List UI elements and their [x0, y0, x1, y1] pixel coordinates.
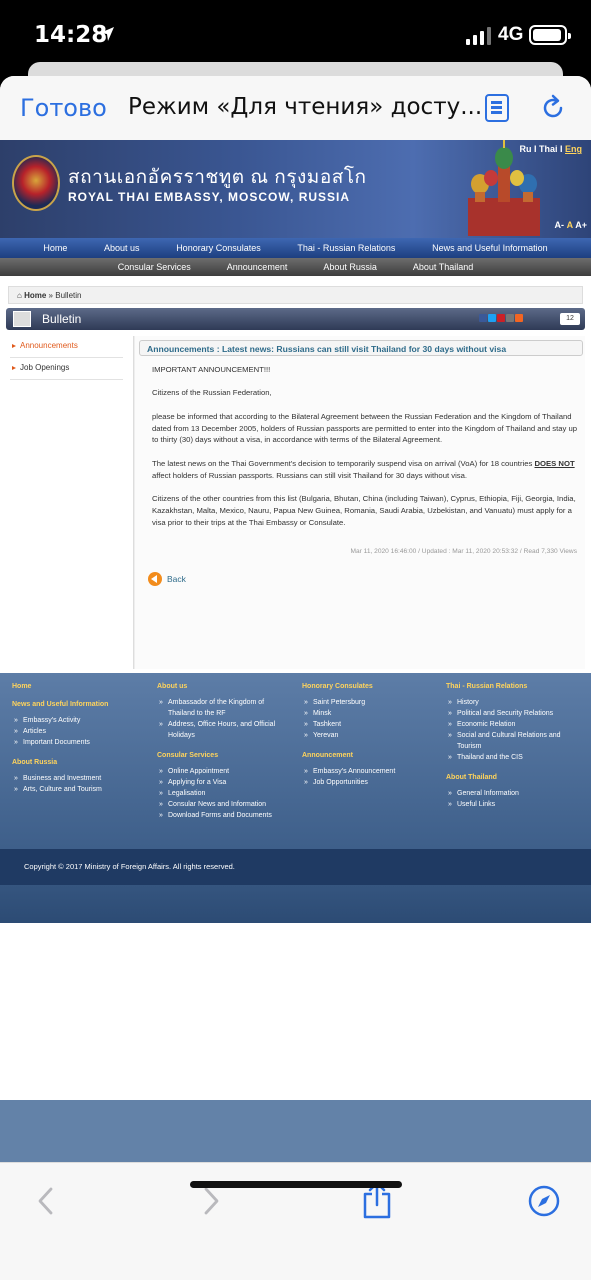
- footer-link[interactable]: » Ambassador of the Kingdom of Thailand to the RF: [157, 697, 287, 719]
- breadcrumb-current: Bulletin: [55, 291, 82, 300]
- footer-heading[interactable]: Announcement: [302, 752, 353, 759]
- article-heading: Announcements : Latest news: Russians can still visit Thailand for 30 days without visa: [139, 340, 583, 356]
- footer-link[interactable]: » Economic Relation: [446, 719, 576, 730]
- footer-column: [446, 683, 576, 810]
- back-label: Back: [167, 574, 186, 584]
- website: [0, 140, 591, 1100]
- footer-link[interactable]: » Thailand and the CIS: [446, 752, 576, 763]
- font-size-controls: [555, 220, 587, 230]
- footer-link[interactable]: » Important Documents: [12, 737, 152, 748]
- article-meta: Mar 11, 2020 16:46:00 / Updated : Mar 11, 2020 20:53:32 / Read 7,330 Views: [350, 548, 577, 555]
- forward-arrow-icon[interactable]: [196, 1187, 224, 1215]
- footer-link[interactable]: » Political and Security Relations: [446, 708, 576, 719]
- copyright-notice: Copyright © 2017 Ministry of Foreign Affairs. All rights reserved.: [0, 849, 591, 885]
- breadcrumb-separator: »: [48, 291, 53, 300]
- font-normal-button[interactable]: A: [566, 220, 574, 230]
- article-paragraph: IMPORTANT ANNOUNCEMENT!!!: [152, 365, 271, 374]
- sidebar-item-job-openings[interactable]: Job Openings: [10, 358, 123, 380]
- footer-link[interactable]: » History: [446, 697, 576, 708]
- nav-about-thailand[interactable]: About Thailand: [412, 262, 474, 272]
- site-footer: [0, 673, 591, 923]
- share-count: 12: [560, 313, 580, 325]
- pinterest-icon[interactable]: [497, 314, 505, 322]
- footer-heading[interactable]: News and Useful Information: [12, 701, 109, 708]
- footer-link[interactable]: » Online Appointment: [157, 766, 287, 777]
- page-title: Режим «Для чтения» досту...: [128, 94, 483, 120]
- signal-icon: [466, 27, 491, 45]
- nav-honorary-consulates[interactable]: Honorary Consulates: [176, 243, 261, 253]
- footer-heading[interactable]: Home: [12, 683, 32, 690]
- share-buttons: [479, 314, 523, 322]
- lang-ru[interactable]: Ru: [519, 144, 532, 154]
- article-paragraph: please be informed that according to the Bilateral Agreement between the Russian Federation and the Kingdom of Thailand dated from 13 December 2005, holders of Russian passports are permitted to enter into the Kingdom of Thailand and stay up to thirty (30) days without a visa, in accordance with terms of the Bilateral Agreement.: [152, 411, 578, 445]
- nav-consular-services[interactable]: Consular Services: [117, 262, 191, 272]
- article-text: affect holders of Russian passports. Russians can still visit Thailand for 30 days without visa.: [152, 470, 468, 480]
- bulletin-icon: [13, 311, 31, 327]
- reload-icon[interactable]: [539, 94, 567, 122]
- lang-eng[interactable]: Eng: [565, 144, 582, 154]
- more-share-icon[interactable]: [515, 314, 523, 322]
- section-header: [6, 308, 585, 330]
- back-arrow-icon[interactable]: [33, 1187, 61, 1215]
- footer-link[interactable]: » Arts, Culture and Tourism: [12, 784, 152, 795]
- home-icon: ⌂: [17, 291, 22, 300]
- home-indicator: [190, 1181, 402, 1188]
- footer-link[interactable]: » Useful Links: [446, 799, 576, 810]
- breadcrumb-home[interactable]: Home: [24, 291, 47, 300]
- safari-sheet: [0, 76, 591, 1280]
- primary-nav: [0, 238, 591, 258]
- section-title: Bulletin: [42, 312, 82, 326]
- embassy-seal-logo: [12, 155, 60, 211]
- nav-about-russia[interactable]: About Russia: [323, 262, 377, 272]
- footer-link[interactable]: » Embassy's Announcement: [302, 766, 442, 777]
- font-smaller-button[interactable]: A-: [554, 220, 565, 230]
- twitter-icon[interactable]: [488, 314, 496, 322]
- email-icon[interactable]: [506, 314, 514, 322]
- footer-link[interactable]: » General Information: [446, 788, 576, 799]
- nav-home[interactable]: Home: [43, 243, 68, 253]
- language-switcher: Ru I Thai I Eng: [519, 144, 582, 154]
- footer-link[interactable]: » Consular News and Information: [157, 799, 287, 810]
- location-arrow-icon: [99, 26, 115, 42]
- sidebar-item-announcements[interactable]: Announcements: [10, 336, 123, 358]
- english-embassy-name: ROYAL THAI EMBASSY, MOSCOW, RUSSIA: [68, 190, 351, 204]
- footer-heading[interactable]: About us: [157, 683, 188, 690]
- footer-link[interactable]: » Applying for a Visa: [157, 777, 287, 788]
- battery-icon: [529, 25, 567, 45]
- footer-link[interactable]: » Address, Office Hours, and Official Holidays: [157, 719, 287, 741]
- safari-bottom-toolbar: [0, 1162, 591, 1280]
- thai-embassy-name: สถานเอกอัครราชทูต ณ กรุงมอสโก: [68, 167, 367, 188]
- footer-link[interactable]: » Tashkent: [302, 719, 442, 730]
- emphasis-text: DOES NOT: [534, 458, 575, 468]
- safari-top-bar: [0, 76, 591, 140]
- footer-link[interactable]: » Minsk: [302, 708, 442, 719]
- article-text: The latest news on the Thai Government's decision to temporarily suspend visa on arrival (VoA) for 18 countries: [152, 458, 533, 468]
- nav-thai-russian-relations[interactable]: Thai - Russian Relations: [297, 243, 396, 253]
- footer-link[interactable]: » Legalisation: [157, 788, 287, 799]
- footer-link[interactable]: » Articles: [12, 726, 152, 737]
- breadcrumb: [8, 286, 583, 304]
- footer-heading[interactable]: About Thailand: [446, 774, 497, 781]
- nav-about-us[interactable]: About us: [104, 243, 140, 253]
- done-button[interactable]: Готово: [20, 94, 107, 122]
- footer-link[interactable]: » Yerevan: [302, 730, 442, 741]
- status-bar: [0, 0, 591, 70]
- footer-link[interactable]: » Saint Petersburg: [302, 697, 442, 708]
- footer-column: [302, 683, 442, 788]
- article-panel: [134, 336, 585, 669]
- article-paragraph: Citizens of the Russian Federation,: [152, 388, 272, 398]
- clock: 14:28: [34, 22, 108, 48]
- facebook-icon[interactable]: [479, 314, 487, 322]
- sidebar: [6, 336, 134, 669]
- footer-link[interactable]: » Embassy's Activity: [12, 715, 152, 726]
- site-banner: [0, 140, 591, 238]
- reader-icon[interactable]: [485, 94, 509, 122]
- article-paragraph: [152, 458, 580, 482]
- footer-heading[interactable]: About Russia: [12, 759, 58, 766]
- nav-announcement[interactable]: Announcement: [226, 262, 288, 272]
- article-paragraph: Citizens of the other countries from this list (Bulgaria, Bhutan, China (including Taiwan), Cyprus, Ethiopia, Fiji, Georgia, India, Kazakhstan, Malta, Mexico, Nauru, Papua New Guinea, Romania, Saudi Arabia, Uzbekistan, and Vanuatu) must apply for a visa prior to their trips at the Thai Embassy or Consulate.: [152, 493, 576, 527]
- footer-link[interactable]: » Business and Investment: [12, 773, 152, 784]
- back-link[interactable]: [148, 572, 186, 586]
- footer-heading[interactable]: Honorary Consulates: [302, 683, 373, 690]
- lang-thai[interactable]: Thai: [538, 144, 558, 154]
- compass-icon[interactable]: [528, 1185, 560, 1217]
- footer-link[interactable]: » Job Opportunities: [302, 777, 442, 788]
- network-type: 4G: [498, 24, 524, 45]
- article-body: [152, 364, 580, 540]
- font-larger-button[interactable]: A+: [575, 220, 587, 230]
- footer-link[interactable]: » Social and Cultural Relations and Tourism: [446, 730, 576, 752]
- secondary-nav: [0, 258, 591, 276]
- footer-heading[interactable]: Consular Services: [157, 752, 219, 759]
- footer-column: [157, 683, 287, 821]
- footer-column: [12, 683, 152, 795]
- kremlin-cathedral-image: [458, 140, 550, 236]
- footer-link[interactable]: » Download Forms and Documents: [157, 810, 287, 821]
- nav-news[interactable]: News and Useful Information: [432, 243, 548, 253]
- back-arrow-circle-icon: [148, 572, 162, 586]
- footer-heading[interactable]: Thai - Russian Relations: [446, 683, 528, 690]
